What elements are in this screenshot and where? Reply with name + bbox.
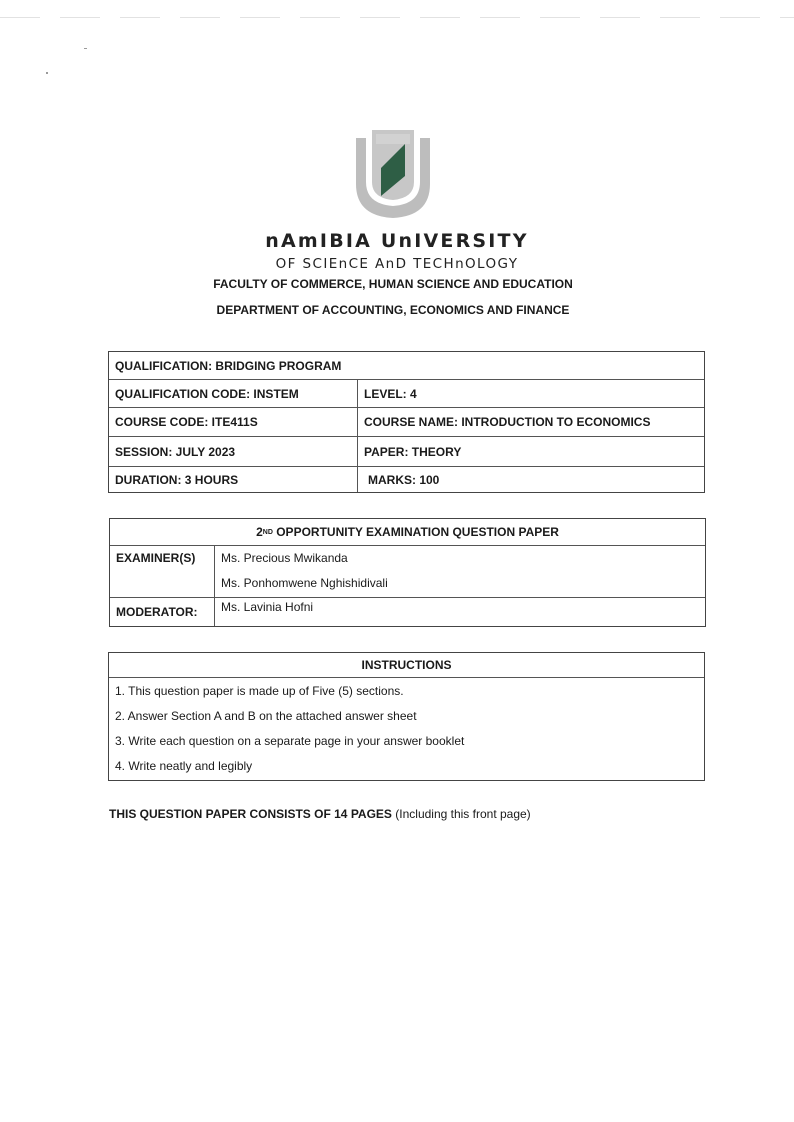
instruction-item: 3. Write each question on a separate page in your answer booklet <box>115 733 465 748</box>
course-name-cell: COURSE NAME: INTRODUCTION TO ECONOMICS <box>364 415 651 429</box>
page-count-note-text: (Including this front page) <box>391 807 531 821</box>
page-count-note <box>109 807 531 821</box>
instructions-table <box>108 652 705 781</box>
marks-cell: MARKS: 100 <box>368 472 440 487</box>
course-details-table <box>108 351 705 493</box>
session-cell: SESSION: JULY 2023 <box>115 444 236 459</box>
scan-artifact-line <box>0 17 794 18</box>
examiner-name: Ms. Precious Mwikanda <box>221 551 348 565</box>
moderator-label: MODERATOR: <box>116 605 198 619</box>
instruction-item: 2. Answer Section A and B on the attached answer sheet <box>115 708 417 723</box>
examiner-name: Ms. Ponhomwene Nghishidivali <box>221 576 388 590</box>
university-logo <box>352 124 434 220</box>
university-name: nAmIBIA UnIVERSITY <box>265 230 529 252</box>
scan-speck <box>84 48 87 49</box>
moderator-name: Ms. Lavinia Hofni <box>221 600 314 614</box>
qualification-code-cell: QUALIFICATION CODE: INSTEM <box>115 387 299 401</box>
scan-speck <box>46 72 48 74</box>
exam-paper-title-text: OPPORTUNITY EXAMINATION QUESTION PAPER <box>272 525 559 539</box>
paper-cell: PAPER: THEORY <box>364 444 462 459</box>
instructions-heading: INSTRUCTIONS <box>361 658 452 672</box>
exam-opportunity-suffix: ND <box>262 528 273 536</box>
exam-paper-title <box>110 519 705 545</box>
examiners-label: EXAMINER(S) <box>116 551 196 565</box>
exam-opportunity-number: 2 <box>256 525 263 539</box>
duration-cell: DURATION: 3 HOURS <box>115 472 239 487</box>
instruction-item: 4. Write neatly and legibly <box>115 758 253 773</box>
department-name: DEPARTMENT OF ACCOUNTING, ECONOMICS AND FINANCE <box>216 303 570 317</box>
course-code-cell: COURSE CODE: ITE411S <box>115 415 258 429</box>
examiners-table <box>109 518 706 627</box>
faculty-name: FACULTY OF COMMERCE, HUMAN SCIENCE AND EDUCATION <box>213 277 573 291</box>
page-count-bold: THIS QUESTION PAPER CONSISTS OF 14 PAGES <box>109 807 392 821</box>
qualification-cell: QUALIFICATION: BRIDGING PROGRAM <box>115 359 342 373</box>
university-subtitle: OF SCIEnCE AnD TECHnOLOGY <box>275 256 519 272</box>
level-cell: LEVEL: 4 <box>364 387 417 401</box>
instruction-item: 1. This question paper is made up of Five (5) sections. <box>115 683 404 698</box>
